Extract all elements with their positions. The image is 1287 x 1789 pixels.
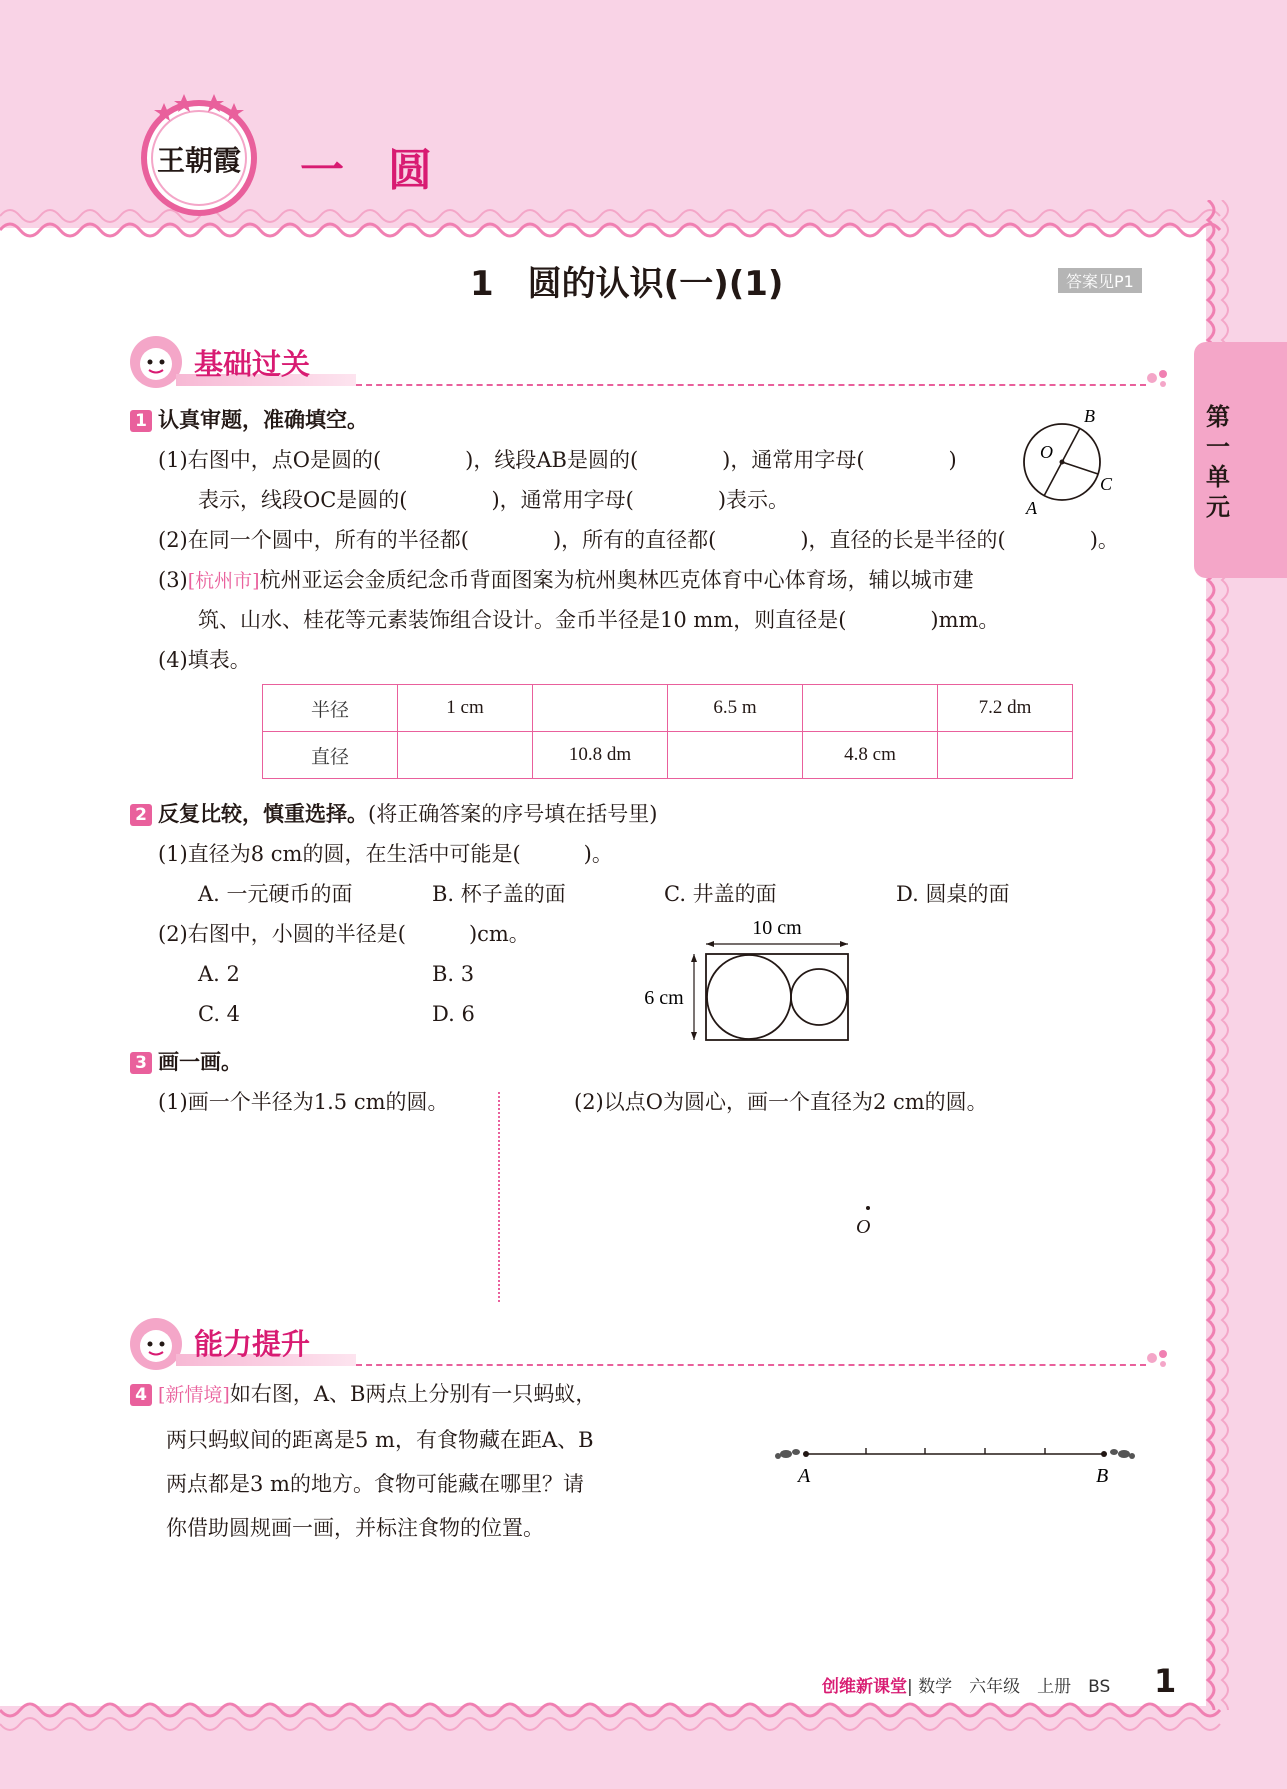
ant-icon — [775, 1449, 800, 1459]
q1-part1-line1: (1)右图中，点O是圆的( )，线段AB是圆的( )，通常用字母( ) — [158, 448, 957, 472]
q4-number: 4 — [130, 1384, 152, 1406]
table-cell[interactable] — [668, 732, 803, 779]
table-cell[interactable] — [938, 732, 1073, 779]
q1-part4: (4)填表。 — [158, 648, 251, 672]
q4-tag: [新情境] — [158, 1384, 230, 1406]
q1-part3-text1: 杭州亚运会金质纪念币背面图案为杭州奥林匹克体育中心体育场，辅以城市建 — [259, 568, 974, 592]
q4-text1: 如右图，A、B两点上分别有一只蚂蚁， — [229, 1382, 597, 1406]
q1-part3-line1 — [158, 566, 974, 595]
q1-part2: (2)在同一个圆中，所有的半径都( )，所有的直径都( )，直径的长是半径的( )。 — [158, 528, 1119, 552]
q1-part3-prefix: (3) — [158, 568, 188, 592]
dots-decoration-2 — [1146, 1346, 1170, 1370]
q2-hint: (将正确答案的序号填在括号里) — [368, 802, 658, 826]
unit-title: 一 圆 — [300, 145, 432, 196]
table-cell: 半径 — [263, 685, 398, 732]
q3-divider — [498, 1092, 500, 1302]
table-cell: 10.8 dm — [533, 732, 668, 779]
label-b: B — [1084, 406, 1095, 426]
q2-part1: (1)直径为8 cm的圆，在生活中可能是( )。 — [158, 842, 613, 866]
q1-part1-line2: 表示，线段OC是圆的( )，通常用字母( )表示。 — [198, 488, 790, 512]
table-cell: 6.5 m — [668, 685, 803, 732]
table-cell: 4.8 cm — [803, 732, 938, 779]
circle-figure-q1 — [1018, 404, 1128, 520]
q2-title: 反复比较，慎重选择。 — [158, 802, 368, 826]
width-label: 10 cm — [752, 917, 802, 939]
q1-part3-line2: 筑、山水、桂花等元素装饰组合设计。金币半径是10 mm，则直径是( )mm。 — [198, 608, 1000, 632]
q4-line2: 两只蚂蚁间的距离是5 m，有食物藏在距A、B — [166, 1428, 594, 1452]
center-point — [866, 1206, 870, 1210]
q2-part2-option-b[interactable]: B. 3 — [432, 962, 475, 986]
answer-reference-badge: 答案见P1 — [1058, 268, 1142, 293]
ant-segment-figure — [770, 1428, 1150, 1488]
q3-part1: (1)画一个半径为1.5 cm的圆。 — [158, 1090, 449, 1114]
label-a: A — [1026, 498, 1037, 518]
footer-subject: | 数学 六年级 上册 BS — [907, 1677, 1111, 1697]
bottom-wave-border — [0, 1700, 1230, 1740]
section-divider-advanced — [356, 1364, 1146, 1366]
q1-number: 1 — [130, 410, 152, 432]
q3-heading — [130, 1048, 242, 1076]
q2-option-b[interactable]: B. 杯子盖的面 — [432, 882, 566, 906]
q2-option-d[interactable]: D. 圆桌的面 — [896, 882, 1010, 906]
ant-icon-2 — [1110, 1449, 1135, 1459]
section-title-advanced: 能力提升 — [194, 1327, 311, 1361]
q2-option-c[interactable]: C. 井盖的面 — [664, 882, 777, 906]
footer-info — [822, 1672, 1110, 1697]
logo-text: 王朝霞 — [156, 144, 242, 177]
side-tab-label: 第一单元 — [1206, 403, 1230, 521]
table-cell[interactable] — [803, 685, 938, 732]
footer-brand: 创维新课堂 — [822, 1677, 907, 1697]
section-divider-basic — [356, 384, 1146, 386]
q4-line3: 两点都是3 m的地方。食物可能藏在哪里？请 — [166, 1472, 584, 1496]
label-c: C — [1100, 474, 1113, 494]
label-o: O — [1040, 442, 1053, 462]
q1-heading — [130, 406, 368, 434]
lesson-title: 1 圆的认识(一)(1) — [470, 264, 784, 304]
q4-line1 — [130, 1380, 596, 1409]
center-point-label: O — [856, 1216, 871, 1238]
section-title-basic: 基础过关 — [194, 347, 311, 381]
point-a-label: A — [798, 1465, 811, 1487]
q3-part2: (2)以点O为圆心，画一个直径为2 cm的圆。 — [574, 1090, 988, 1114]
q4-line4: 你借助圆规画一画，并标注食物的位置。 — [166, 1516, 544, 1540]
table-cell: 1 cm — [398, 685, 533, 732]
q3-title: 画一画。 — [158, 1050, 242, 1074]
rectangle-circles-figure — [636, 916, 856, 1046]
q2-option-a[interactable]: A. 一元硬币的面 — [198, 882, 353, 906]
brand-logo — [134, 88, 264, 218]
table-cell: 7.2 dm — [938, 685, 1073, 732]
table-cell[interactable] — [533, 685, 668, 732]
fill-table — [262, 684, 1073, 779]
q2-part2-option-a[interactable]: A. 2 — [198, 962, 240, 986]
height-label: 6 cm — [644, 987, 684, 1009]
page-number: 1 — [1154, 1662, 1177, 1700]
q2-part2-option-c[interactable]: C. 4 — [198, 1002, 241, 1026]
table-cell: 直径 — [263, 732, 398, 779]
dots-decoration — [1146, 366, 1170, 390]
q3-number: 3 — [130, 1052, 152, 1074]
q2-part2-option-d[interactable]: D. 6 — [432, 1002, 475, 1026]
table-row — [263, 685, 1073, 732]
table-row — [263, 732, 1073, 779]
q1-part3-tag: [杭州市] — [187, 570, 260, 592]
table-cell[interactable] — [398, 732, 533, 779]
q2-heading — [130, 800, 657, 828]
q2-part2: (2)右图中，小圆的半径是( )cm。 — [158, 922, 530, 946]
q1-title: 认真审题，准确填空。 — [158, 408, 368, 432]
q2-number: 2 — [130, 804, 152, 826]
point-b-label: B — [1096, 1465, 1109, 1487]
